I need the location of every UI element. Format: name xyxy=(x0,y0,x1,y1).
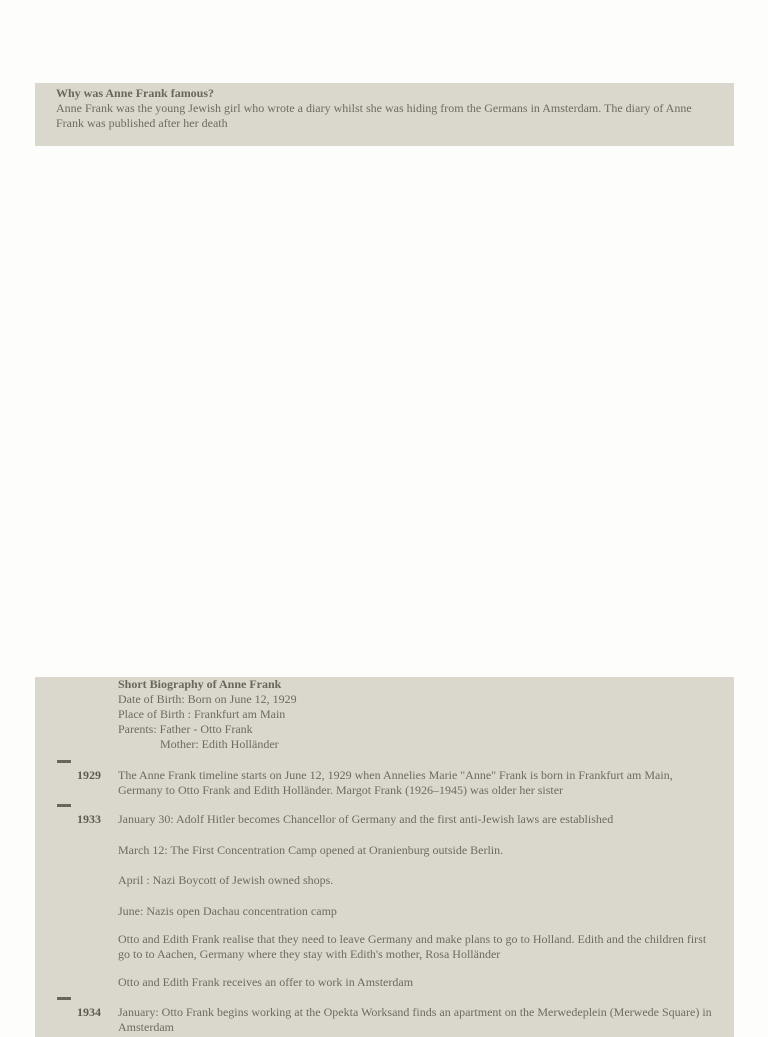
intro-question: Why was Anne Frank famous? xyxy=(56,86,215,100)
timeline-text: January 30: Adolf Hitler becomes Chancellor of Germany and the first anti-Jewish laws are established xyxy=(118,812,614,826)
timeline-text: January: Otto Frank begins working at the Opekta Worksand finds an apartment on the Merwedeplein (Merwede Square) in Amsterdam xyxy=(118,1005,712,1034)
biography-title: Short Biography of Anne Frank xyxy=(118,677,282,691)
timeline-paragraph: March 12: The First Concentration Camp opened at Oranienburg outside Berlin. xyxy=(118,843,504,857)
date-of-birth: Date of Birth: Born on June 12, 1929 xyxy=(118,692,297,706)
place-of-birth: Place of Birth : Frankfurt am Main xyxy=(118,707,286,721)
timeline-paragraph: Otto and Edith Frank realise that they need to leave Germany and make plans to go to Holland. Edith and the children first go to to Aachen, Germany where they stay with Edith's mother, Rosa Holländer xyxy=(118,932,707,961)
timeline-marker xyxy=(57,997,71,1000)
intro-box xyxy=(35,83,734,146)
parents-father: Parents: Father - Otto Frank xyxy=(118,722,253,736)
timeline-marker xyxy=(57,804,71,807)
timeline-year: 1934 xyxy=(77,1005,101,1019)
biography-box xyxy=(35,677,734,1037)
timeline-year: 1929 xyxy=(77,768,101,782)
timeline-paragraph: Otto and Edith Frank receives an offer to work in Amsterdam xyxy=(118,975,414,989)
timeline-text: The Anne Frank timeline starts on June 12, 1929 when Annelies Marie "Anne" Frank is born in Frankfurt am Main, Germany to Otto Frank and Edith Holländer. Margot Frank (1926–1945) was older her sister xyxy=(118,768,673,797)
timeline-marker xyxy=(57,760,71,763)
timeline-year: 1933 xyxy=(77,812,101,826)
timeline-paragraph: April : Nazi Boycott of Jewish owned shops. xyxy=(118,873,334,887)
biography-header xyxy=(118,677,708,752)
parents-mother: Mother: Edith Holländer xyxy=(160,737,279,751)
intro-answer: Anne Frank was the young Jewish girl who wrote a diary whilst she was hiding from the Germans in Amsterdam. The diary of Anne Frank was published after her death xyxy=(56,101,692,130)
timeline-paragraph: June: Nazis open Dachau concentration camp xyxy=(118,904,337,918)
